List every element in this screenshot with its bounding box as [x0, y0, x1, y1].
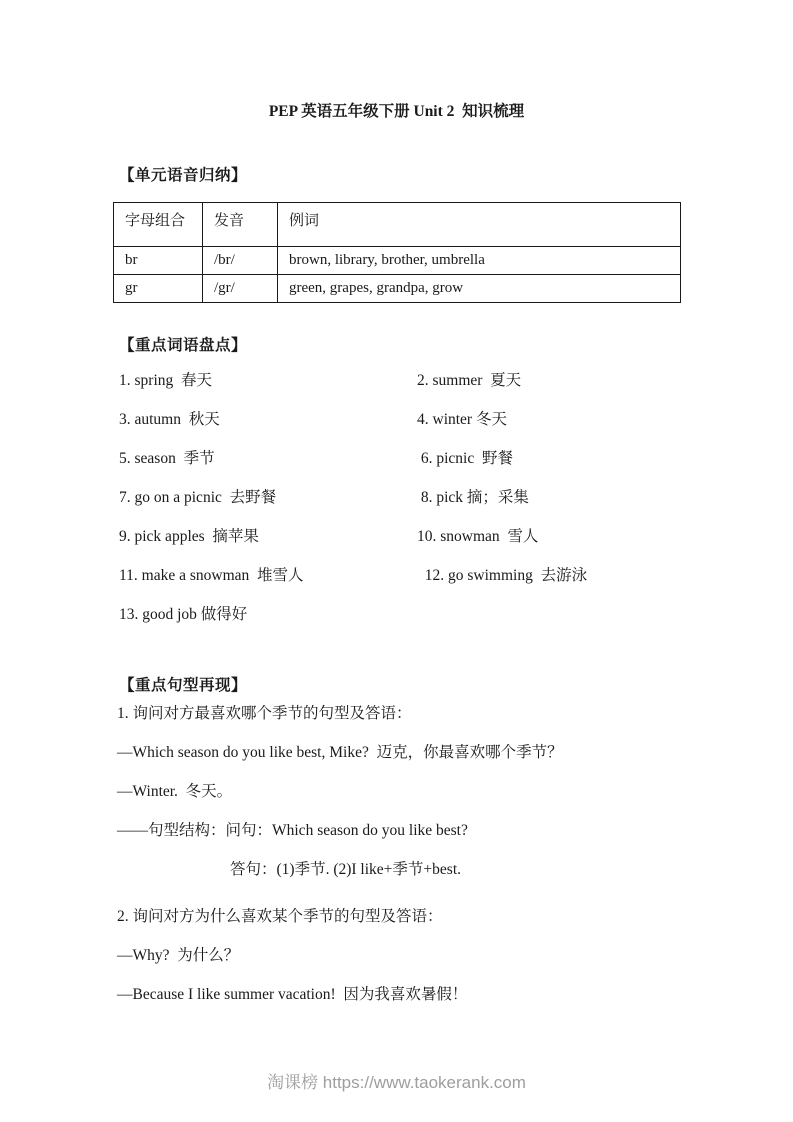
table-header-letter-combo: 字母组合	[114, 203, 203, 247]
table-cell-words: brown, library, brother, umbrella	[278, 247, 681, 275]
vocab-row	[119, 515, 719, 554]
vocab-row	[119, 476, 719, 515]
vocab-item: 3. autumn 秋天	[119, 410, 220, 428]
table-cell-sound: /gr/	[203, 275, 278, 303]
sentence-line: —Winter. 冬天。	[117, 783, 233, 800]
section-heading-sentences: 【重点句型再现】	[119, 677, 248, 694]
table-header-example-words: 例词	[278, 203, 681, 247]
table-row	[114, 275, 681, 303]
phonics-table	[113, 202, 681, 303]
vocab-item: 11. make a snowman 堆雪人	[119, 566, 304, 584]
table-cell-sound: /br/	[203, 247, 278, 275]
footer-watermark: 淘课榜 https://www.taokerank.com	[267, 1073, 526, 1092]
section-heading-phonics: 【单元语音归纳】	[119, 167, 248, 184]
vocab-item: 2. summer 夏天	[417, 371, 522, 389]
vocab-item: 9. pick apples 摘苹果	[119, 527, 259, 545]
table-row	[114, 247, 681, 275]
table-header-row	[114, 203, 681, 247]
sentence-line: —Because I like summer vacation! 因为我喜欢暑假！	[117, 986, 468, 1003]
page-title: PEP 英语五年级下册 Unit 2 知识梳理	[268, 103, 525, 120]
sentence-line: —Which season do you like best, Mike? 迈克，你最喜欢哪个季节？	[117, 744, 563, 761]
sentence-line: 2. 询问对方为什么喜欢某个季节的句型及答语：	[117, 908, 443, 925]
vocab-item: 1. spring 春天	[119, 371, 213, 389]
vocab-item: 5. season 季节	[119, 449, 215, 467]
vocab-item: 10. snowman 雪人	[417, 527, 539, 545]
vocabulary-list	[119, 359, 719, 632]
section-heading-vocabulary: 【重点词语盘点】	[119, 337, 248, 354]
sentence-patterns	[117, 694, 757, 1014]
table-header-pronunciation: 发音	[203, 203, 278, 247]
vocab-row	[119, 593, 719, 632]
vocab-item: 8. pick 摘；采集	[417, 488, 529, 506]
sentence-line: 答句：(1)季节. (2)I like+季节+best.	[230, 861, 462, 878]
vocab-item: 13. good job 做得好	[119, 605, 248, 623]
vocab-item: 6. picnic 野餐	[417, 449, 513, 467]
sentence-line: —Why? 为什么？	[117, 947, 240, 964]
table-cell-words: green, grapes, grandpa, grow	[278, 275, 681, 303]
vocab-row	[119, 398, 719, 437]
table-cell-combo: br	[114, 247, 203, 275]
vocab-row	[119, 554, 719, 593]
table-cell-combo: gr	[114, 275, 203, 303]
sentence-line: ——句型结构：问句：Which season do you like best?	[117, 822, 468, 839]
vocab-item: 4. winter 冬天	[417, 410, 507, 428]
vocab-row	[119, 437, 719, 476]
vocab-item: 12. go swimming 去游泳	[417, 566, 588, 584]
vocab-row	[119, 359, 719, 398]
vocab-item: 7. go on a picnic 去野餐	[119, 488, 277, 506]
sentence-line: 1. 询问对方最喜欢哪个季节的句型及答语：	[117, 705, 412, 722]
